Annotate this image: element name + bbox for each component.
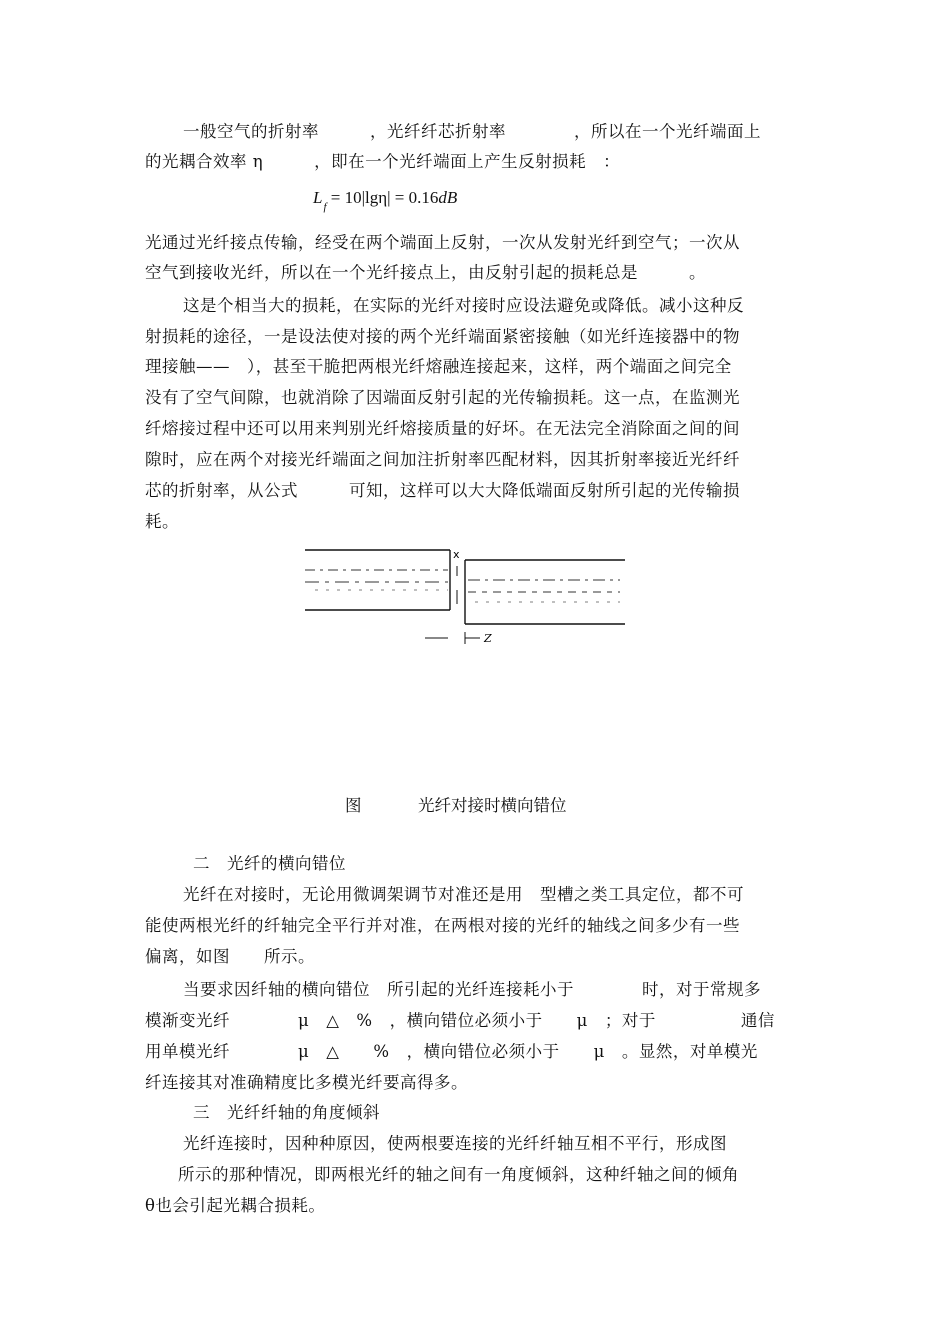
paragraph-line: θ也会引起光耦合损耗。 bbox=[145, 1196, 326, 1215]
paragraph-line: 偏离，如图 所示。 bbox=[145, 947, 315, 966]
paragraph-line: 所示的那种情况，即两根光纤的轴之间有一角度倾斜，这种纤轴之间的倾角 bbox=[178, 1165, 739, 1184]
paragraph-line: 纤熔接过程中还可以用来判别光纤熔接质量的好坏。在无法完全消除面之间的间 bbox=[145, 419, 740, 438]
paragraph-line: 能使两根光纤的纤轴完全平行并对准，在两根对接的光纤的轴线之间多少有一些 bbox=[145, 916, 740, 935]
paragraph-line: 光纤在对接时，无论用微调架调节对准还是用 型槽之类工具定位，都不可 bbox=[183, 885, 744, 904]
paragraph-line: 这是个相当大的损耗，在实际的光纤对接时应设法避免或降低。减小这种反 bbox=[183, 296, 744, 315]
paragraph-line: 理接触—— ），甚至干脆把两根光纤熔融连接起来，这样，两个端面之间完全 bbox=[145, 357, 732, 376]
formula-unit: dB bbox=[438, 188, 458, 207]
formula-lhs: L bbox=[313, 188, 323, 207]
paragraph-line: 当要求因纤轴的横向错位 所引起的光纤连接耗小于 时，对于常规多 bbox=[183, 980, 761, 999]
paragraph-line: 光纤连接时，因种种原因，使两根要连接的光纤纤轴互相不平行，形成图 bbox=[183, 1134, 727, 1153]
paragraph-line: 纤连接其对准确精度比多模光纤要高得多。 bbox=[145, 1073, 468, 1092]
paragraph-line: 芯的折射率，从公式 可知，这样可以大大降低端面反射所引起的光传输损 bbox=[145, 481, 740, 500]
section-heading: 二 光纤的横向错位 bbox=[193, 854, 346, 873]
paragraph-line: 用单模光纤 μ △ % ，横向错位必须小于 μ 。显然，对单模光 bbox=[145, 1042, 758, 1061]
paragraph-line: 一般空气的折射率 ，光纤纤芯折射率 ，所以在一个光纤端面上 bbox=[183, 122, 761, 141]
section-heading: 三 光纤纤轴的角度倾斜 bbox=[193, 1103, 380, 1122]
formula-subscript: f bbox=[323, 201, 327, 213]
offset-label-x: x bbox=[453, 548, 460, 561]
paragraph-line: 耗。 bbox=[145, 512, 179, 531]
figure-caption-text: 光纤对接时横向错位 bbox=[418, 796, 567, 815]
formula-rhs: = 10|lgη| = 0.16 bbox=[326, 188, 439, 207]
paragraph-line: 射损耗的途径，一是设法使对接的两个光纤端面紧密接触（如光纤连接器中的物 bbox=[145, 327, 740, 346]
reflection-loss-formula bbox=[313, 188, 458, 213]
paragraph-line: 光通过光纤接点传输，经受在两个端面上反射，一次从发射光纤到空气；一次从 bbox=[145, 233, 740, 252]
figure-caption-prefix: 图 bbox=[345, 796, 362, 815]
paragraph-line: 隙时，应在两个对接光纤端面之间加注折射率匹配材料，因其折射率接近光纤纤 bbox=[145, 450, 740, 469]
lateral-offset-figure bbox=[300, 540, 630, 650]
paragraph-line: 空气到接收光纤，所以在一个光纤接点上，由反射引起的损耗总是 。 bbox=[145, 263, 706, 282]
paragraph-line: 的光耦合效率 η ，即在一个光纤端面上产生反射损耗 ： bbox=[145, 152, 621, 171]
paragraph-line: 模渐变光纤 μ △ % ，横向错位必须小于 μ ；对于 通信 bbox=[145, 1011, 775, 1030]
paragraph-line: 没有了空气间隙，也就消除了因端面反射引起的光传输损耗。这一点，在监测光 bbox=[145, 388, 740, 407]
gap-label-z: Z bbox=[484, 632, 492, 645]
